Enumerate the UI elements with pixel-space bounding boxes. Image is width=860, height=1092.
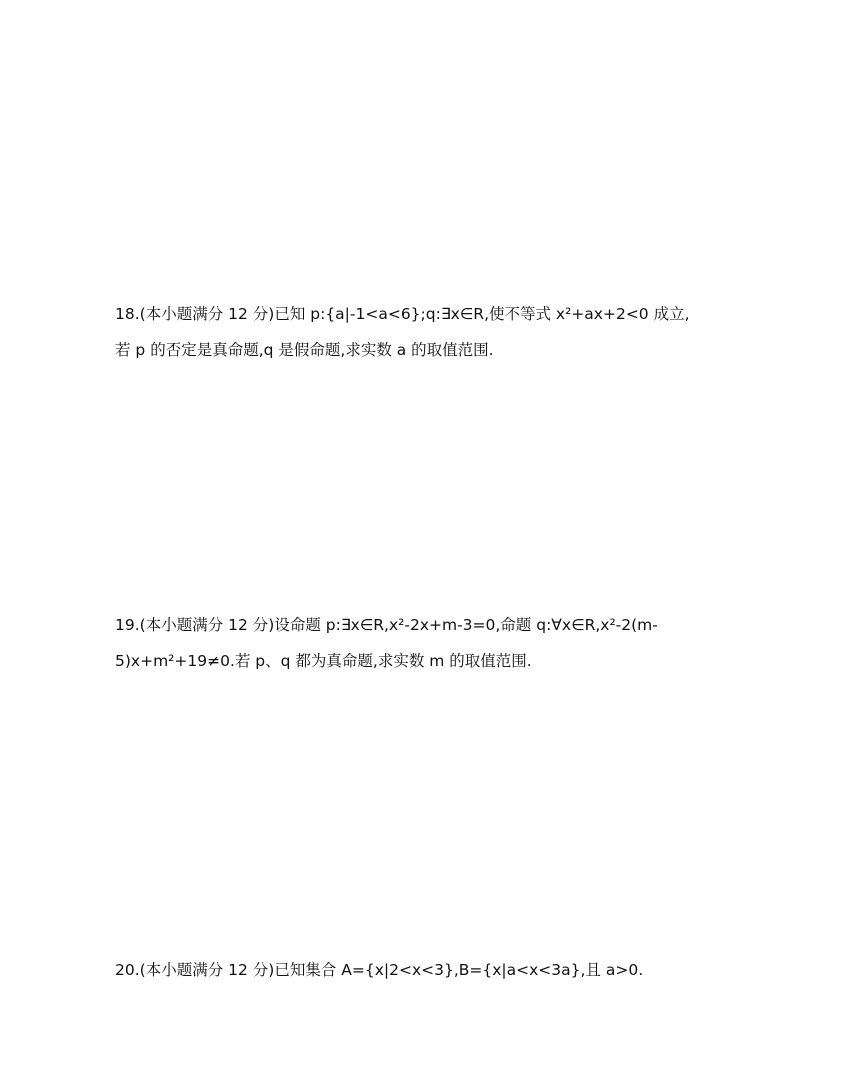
problem-20: [115, 952, 755, 988]
problem-18-line-2: 若 p 的否定是真命题,q 是假命题,求实数 a 的取值范围.: [115, 341, 494, 359]
problem-19-line-2: 5)x+m²+19≠0.若 p、q 都为真命题,求实数 m 的取值范围.: [115, 652, 532, 670]
problem-19-number: 19.: [115, 616, 140, 634]
problem-20-text-1: (本小题满分 12 分)已知集合 A={x|2<x<3},B={x|a<x<3a},且 a>0.: [139, 961, 644, 979]
problem-18-line-1: [115, 296, 755, 332]
problem-18-number: 18.: [115, 305, 140, 323]
problem-18-text-1: (本小题满分 12 分)已知 p:{a|-1<a<6};q:∃x∈R,使不等式 x²+ax+2<0 成立,: [139, 305, 690, 323]
problem-19: [115, 607, 755, 679]
problem-20-number: 20.: [115, 961, 140, 979]
problem-20-line-1: [115, 952, 755, 988]
problem-18: [115, 296, 755, 368]
problem-19-text-1: (本小题满分 12 分)设命题 p:∃x∈R,x²-2x+m-3=0,命题 q:∀x∈R,x²-2(m-: [139, 616, 658, 634]
problem-19-line-1: [115, 607, 755, 643]
